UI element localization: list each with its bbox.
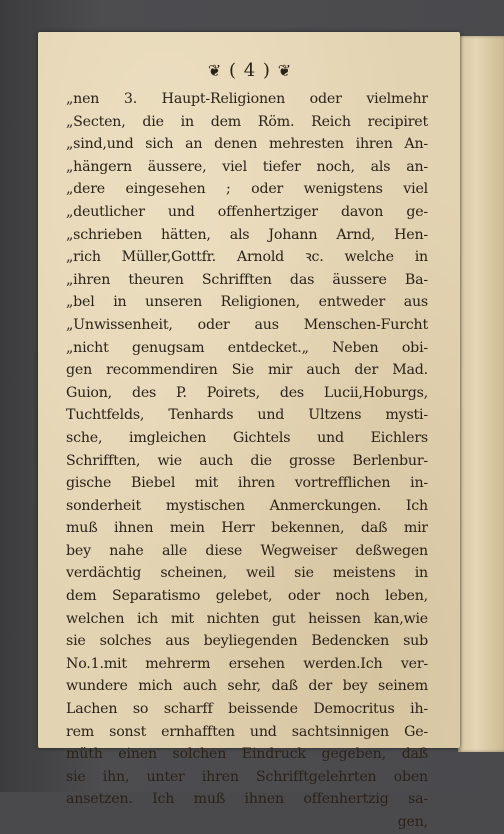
header-ornament-right: ❦ — [277, 61, 293, 80]
text-line: „nen 3. Haupt‑Religionen oder vielmehr — [66, 91, 428, 107]
text-line: „nicht genugsam entdecket.„ Neben obi‑ — [66, 339, 428, 356]
text-line: „ihren theuren Schrifften das äussere Ba‑ — [66, 271, 428, 288]
text-line: ansetzen. Ich muß ihnen offenhertzig sa‑ — [66, 791, 428, 808]
text-line: welchen ich mit nichten gut heissen kan,wie — [66, 610, 428, 627]
text-line: Schrifften, wie auch die grosse Berlenbur‑ — [66, 452, 428, 469]
text-line: „bel in unseren Religionen, entweder aus — [66, 294, 428, 311]
text-line: „sind,und sich an denen mehresten ihren An‑ — [66, 136, 428, 153]
text-line: dem Separatismo gelebet, oder noch leben, — [66, 588, 428, 605]
page-header — [80, 60, 420, 81]
text-line: verdächtig scheinen, weil sie meistens in — [66, 565, 428, 582]
text-line: wundere mich auch sehr, daß der bey seinem — [66, 678, 428, 695]
text-line: „Secten, die in dem Röm. Reich recipiret — [66, 113, 428, 130]
text-line: gische Biebel mit ihren vortrefflichen in‑ — [66, 475, 428, 492]
text-line: gen recommendiren Sie mir auch der Mad. — [66, 362, 428, 379]
text-line: „deutlicher und offenhertziger davon ge‑ — [66, 203, 428, 220]
text-line: Tuchtfelds, Tenhards und Ultzens mysti‑ — [66, 407, 428, 424]
text-line: müth einen solchen Eindruck gegeben, daß — [66, 746, 428, 763]
text-line: sie ihn, unter ihren Schrifftgelehrten oben — [66, 768, 428, 785]
page-number: ( 4 ) — [229, 60, 271, 81]
text-line: rem sonst ernhafften und sachtsinnigen Ge‑ — [66, 723, 428, 740]
text-line: Guion, des P. Poirets, des Lucii,Hoburgs, — [66, 384, 428, 401]
text-line: sonderheit mystischen Anmerckungen. Ich — [66, 497, 428, 514]
body-text — [66, 88, 428, 834]
text-line: bey nahe alle diese Wegweiser deßwegen — [66, 542, 428, 559]
text-line: „rich Müller,Gottfr. Arnold ꝛc. welche in — [66, 249, 428, 266]
text-line: sche, imgleichen Gichtels und Eichlers — [66, 429, 428, 446]
text-line: Lachen so scharff beissende Democritus ih‑ — [66, 701, 428, 718]
text-line: gen, — [397, 814, 428, 830]
text-line: „schrieben hätten, als Johann Arnd, Hen‑ — [66, 226, 428, 243]
text-line: sie solches aus beyliegenden Bedencken sub — [66, 633, 428, 650]
text-line: No.1.mit mehrerm ersehen werden.Ich ver‑ — [66, 655, 428, 672]
header-ornament-left: ❦ — [207, 61, 223, 80]
text-line: „hängern äussere, viel tiefer noch, als an‑ — [66, 158, 428, 175]
facing-page-edge — [458, 36, 504, 752]
text-line: „Unwissenheit, oder aus Menschen‑Furcht — [66, 316, 428, 333]
text-line: „dere eingesehen ; oder wenigstens viel — [66, 181, 428, 198]
text-line: muß ihnen mein Herr bekennen, daß mir — [66, 520, 428, 537]
